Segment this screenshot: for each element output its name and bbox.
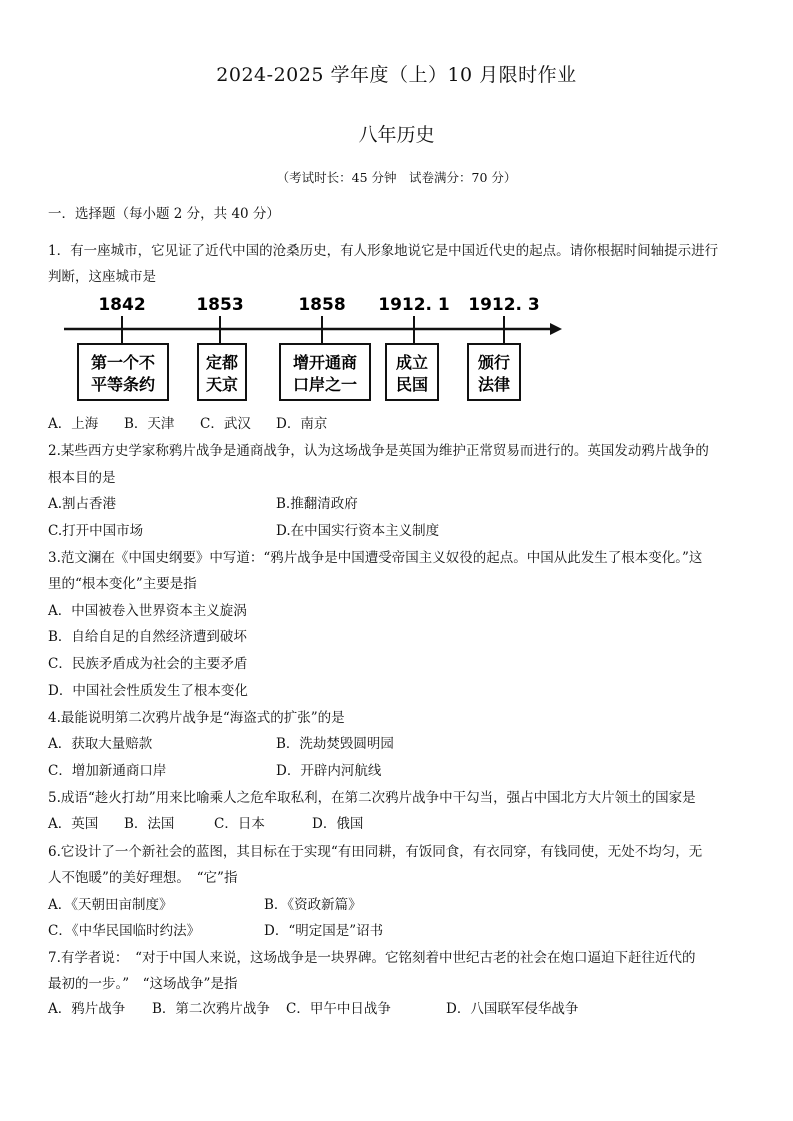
question-6-line-2: 人不饱暖”的美好理想。 “它”指 <box>48 870 238 886</box>
timeline-event-label: 民国 <box>395 375 429 394</box>
timeline-arrow <box>550 323 562 335</box>
question-1-option-d[interactable]: D．南京 <box>276 416 328 432</box>
timeline-event-label: 定都 <box>205 353 239 372</box>
timeline-event-label: 第一个不 <box>90 353 156 372</box>
timeline-event-label: 颁行 <box>477 353 511 372</box>
question-7-option-b[interactable]: B．第二次鸦片战争 <box>152 1001 270 1017</box>
question-7-option-a[interactable]: A．鸦片战争 <box>48 1001 126 1017</box>
timeline-figure <box>60 288 565 406</box>
question-2-option-c[interactable]: C.打开中国市场 <box>48 523 144 539</box>
question-2-option-d[interactable]: D.在中国实行资本主义制度 <box>276 523 440 539</box>
page-title: 2024-2025 学年度（上）10 月限时作业 <box>216 64 577 86</box>
question-5-option-a[interactable]: A．英国 <box>48 816 99 832</box>
question-7-line-1: 7.有学者说： “对于中国人来说，这场战争是一块界碑。它铭刻着中世纪古老的社会在炮口逼迫下赶往近代的 <box>48 950 696 966</box>
question-6-line-1: 6.它设计了一个新社会的蓝图，其目标在于实现“有田同耕，有饭同食，有衣同穿，有钱同使，无处不均匀，无 <box>48 844 703 860</box>
question-1-option-c[interactable]: C．武汉 <box>200 416 251 432</box>
question-2-option-a[interactable]: A.割占香港 <box>48 496 117 512</box>
question-3-option-a[interactable]: A．中国被卷入世界资本主义旋涡 <box>48 603 247 619</box>
question-3-line-2: 里的“根本变化”主要是指 <box>48 576 197 592</box>
timeline-event-label: 天京 <box>205 375 239 394</box>
question-6-option-d[interactable]: D．“明定国是”诏书 <box>264 923 384 939</box>
timeline-event-label: 法律 <box>477 375 511 394</box>
timeline-event-label: 口岸之一 <box>292 375 358 394</box>
timeline-year: 1853 <box>196 295 244 315</box>
question-4-option-a[interactable]: A．获取大量赔款 <box>48 736 153 752</box>
question-4-line-1: 4.最能说明第二次鸦片战争是“海盗式的扩张”的是 <box>48 710 345 726</box>
question-3-option-c[interactable]: C．民族矛盾成为社会的主要矛盾 <box>48 656 248 672</box>
timeline-year: 1858 <box>298 295 346 315</box>
timeline-event-label: 增开通商 <box>292 353 358 372</box>
timeline-year: 1912. 3 <box>468 295 540 315</box>
question-4-option-b[interactable]: B．洗劫焚毁圆明园 <box>276 736 394 752</box>
question-5-option-d[interactable]: D．俄国 <box>312 816 364 832</box>
question-5-option-c[interactable]: C．日本 <box>214 816 265 832</box>
question-1-option-b[interactable]: B．天津 <box>124 416 175 432</box>
question-6-option-b[interactable]: B．《资政新篇》 <box>264 897 362 913</box>
timeline-event-label: 成立 <box>395 353 429 372</box>
question-7-option-d[interactable]: D．八国联军侵华战争 <box>446 1001 579 1017</box>
question-1-line-2: 判断，这座城市是 <box>48 269 156 285</box>
question-3-option-d[interactable]: D．中国社会性质发生了根本变化 <box>48 683 248 699</box>
exam-info: （考试时长：45 分钟 试卷满分：70 分） <box>276 170 517 185</box>
question-5-option-b[interactable]: B．法国 <box>124 816 175 832</box>
question-1-line-1: 1．有一座城市，它见证了近代中国的沧桑历史，有人形象地说它是中国近代史的起点。请你根据时间轴提示进行 <box>48 243 719 259</box>
question-5-line-1: 5.成语“趁火打劫”用来比喻乘人之危牟取私利，在第二次鸦片战争中干勾当，强占中国北方大片领土的国家是 <box>48 790 696 806</box>
question-2-line-2: 根本目的是 <box>48 470 116 486</box>
question-2-line-1: 2.某些西方史学家称鸦片战争是通商战争，认为这场战争是英国为维护正常贸易而进行的。英国发动鸦片战争的 <box>48 443 709 459</box>
question-3-line-1: 3.范文澜在《中国史纲要》中写道：“鸦片战争是中国遭受帝国主义奴役的起点。中国从此发生了根本变化。”这 <box>48 550 703 566</box>
question-3-option-b[interactable]: B．自给自足的自然经济遭到破坏 <box>48 629 247 645</box>
question-1-option-a[interactable]: A．上海 <box>48 416 99 432</box>
timeline-year: 1842 <box>98 295 146 315</box>
question-4-option-c[interactable]: C．增加新通商口岸 <box>48 763 167 779</box>
timeline-year: 1912. 1 <box>378 295 450 315</box>
question-6-option-a[interactable]: A．《天朝田亩制度》 <box>48 897 173 913</box>
question-7-line-2: 最初的一步。” “这场战争”是指 <box>48 976 238 992</box>
subject-title: 八年历史 <box>358 124 435 146</box>
section-heading: 一．选择题（每小题 2 分，共 40 分） <box>48 206 280 222</box>
question-6-option-c[interactable]: C．《中华民国临时约法》 <box>48 923 201 939</box>
question-2-option-b[interactable]: B.推翻清政府 <box>276 496 358 512</box>
question-7-option-c[interactable]: C．甲午中日战争 <box>286 1001 391 1017</box>
question-4-option-d[interactable]: D．开辟内河航线 <box>276 763 382 779</box>
timeline-event-label: 平等条约 <box>90 375 156 394</box>
